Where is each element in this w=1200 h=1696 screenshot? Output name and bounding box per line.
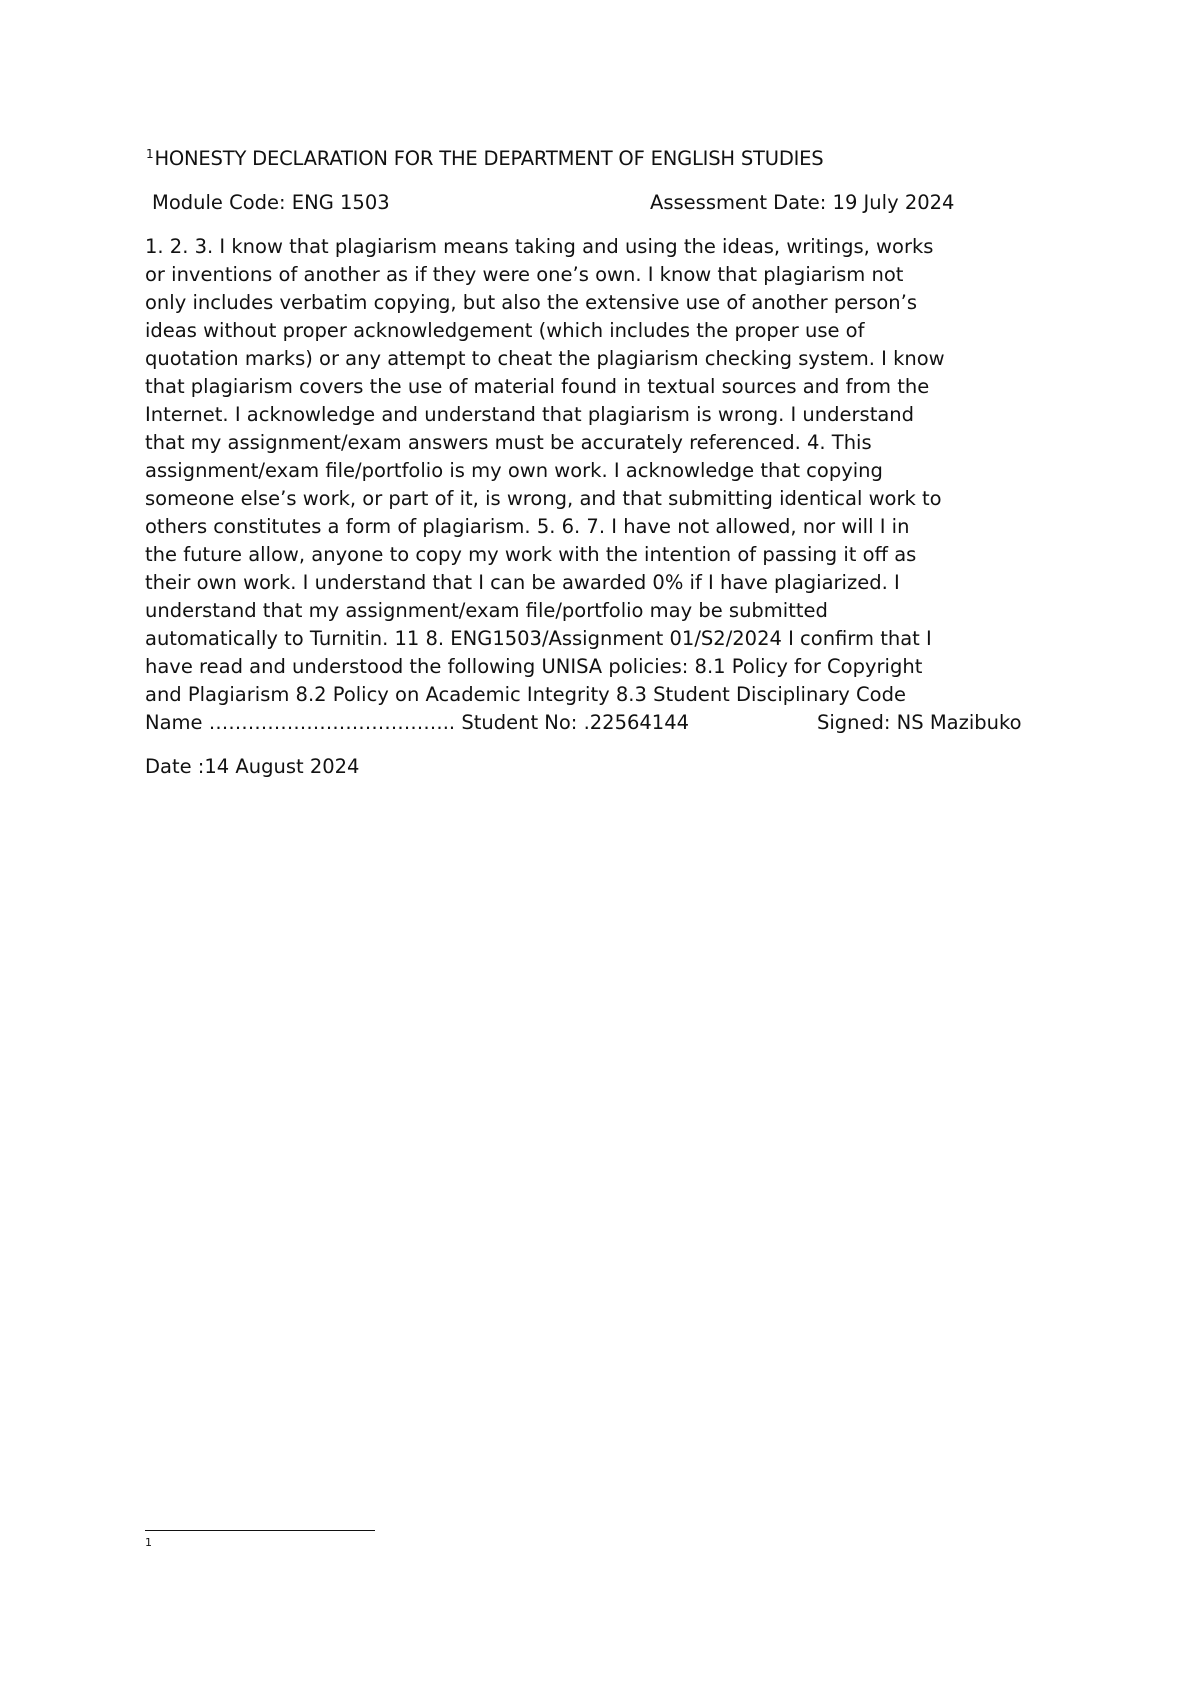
body-line: the future allow, anyone to copy my work with the intention of passing it off as xyxy=(145,543,917,566)
signature-row xyxy=(145,709,1065,737)
body-line: that my assignment/exam answers must be accurately referenced. 4. This xyxy=(145,431,872,454)
name-and-student-number: Name ……………………………….. Student No: .22564144 xyxy=(145,711,690,734)
declaration-body xyxy=(145,233,1065,737)
footnote-divider xyxy=(145,1530,375,1531)
signed-by: Signed: NS Mazibuko xyxy=(817,711,1022,734)
body-line: have read and understood the following UNISA policies: 8.1 Policy for Copyright xyxy=(145,655,923,678)
body-line: automatically to Turnitin. 11 8. ENG1503/Assignment 01/S2/2024 I confirm that I xyxy=(145,627,932,650)
declaration-date: Date :14 August 2024 xyxy=(145,755,360,778)
module-code: Module Code: ENG 1503 xyxy=(152,191,390,214)
body-line: 1. 2. 3. I know that plagiarism means taking and using the ideas, writings, works xyxy=(145,235,934,258)
body-line: and Plagiarism 8.2 Policy on Academic Integrity 8.3 Student Disciplinary Code xyxy=(145,683,906,706)
body-line: understand that my assignment/exam file/portfolio may be submitted xyxy=(145,599,828,622)
assessment-date: Assessment Date: 19 July 2024 xyxy=(650,191,955,214)
body-line: someone else’s work, or part of it, is wrong, and that submitting identical work to xyxy=(145,487,942,510)
footnote-marker: 1 xyxy=(145,1536,152,1549)
body-line: others constitutes a form of plagiarism. 5. 6. 7. I have not allowed, nor will I in xyxy=(145,515,910,538)
body-line: assignment/exam file/portfolio is my own work. I acknowledge that copying xyxy=(145,459,883,482)
body-line: their own work. I understand that I can be awarded 0% if I have plagiarized. I xyxy=(145,571,900,594)
body-line: that plagiarism covers the use of material found in textual sources and from the xyxy=(145,375,930,398)
title-text: HONESTY DECLARATION FOR THE DEPARTMENT OF ENGLISH STUDIES xyxy=(154,147,824,170)
body-line: or inventions of another as if they were one’s own. I know that plagiarism not xyxy=(145,263,904,286)
body-line: Internet. I acknowledge and understand that plagiarism is wrong. I understand xyxy=(145,403,915,426)
title-footnote-marker: 1 xyxy=(146,147,154,161)
declaration-title xyxy=(146,146,823,172)
body-line: ideas without proper acknowledgement (which includes the proper use of xyxy=(145,319,865,342)
body-line: only includes verbatim copying, but also the extensive use of another person’s xyxy=(145,291,918,314)
body-line: quotation marks) or any attempt to cheat the plagiarism checking system. I know xyxy=(145,347,945,370)
